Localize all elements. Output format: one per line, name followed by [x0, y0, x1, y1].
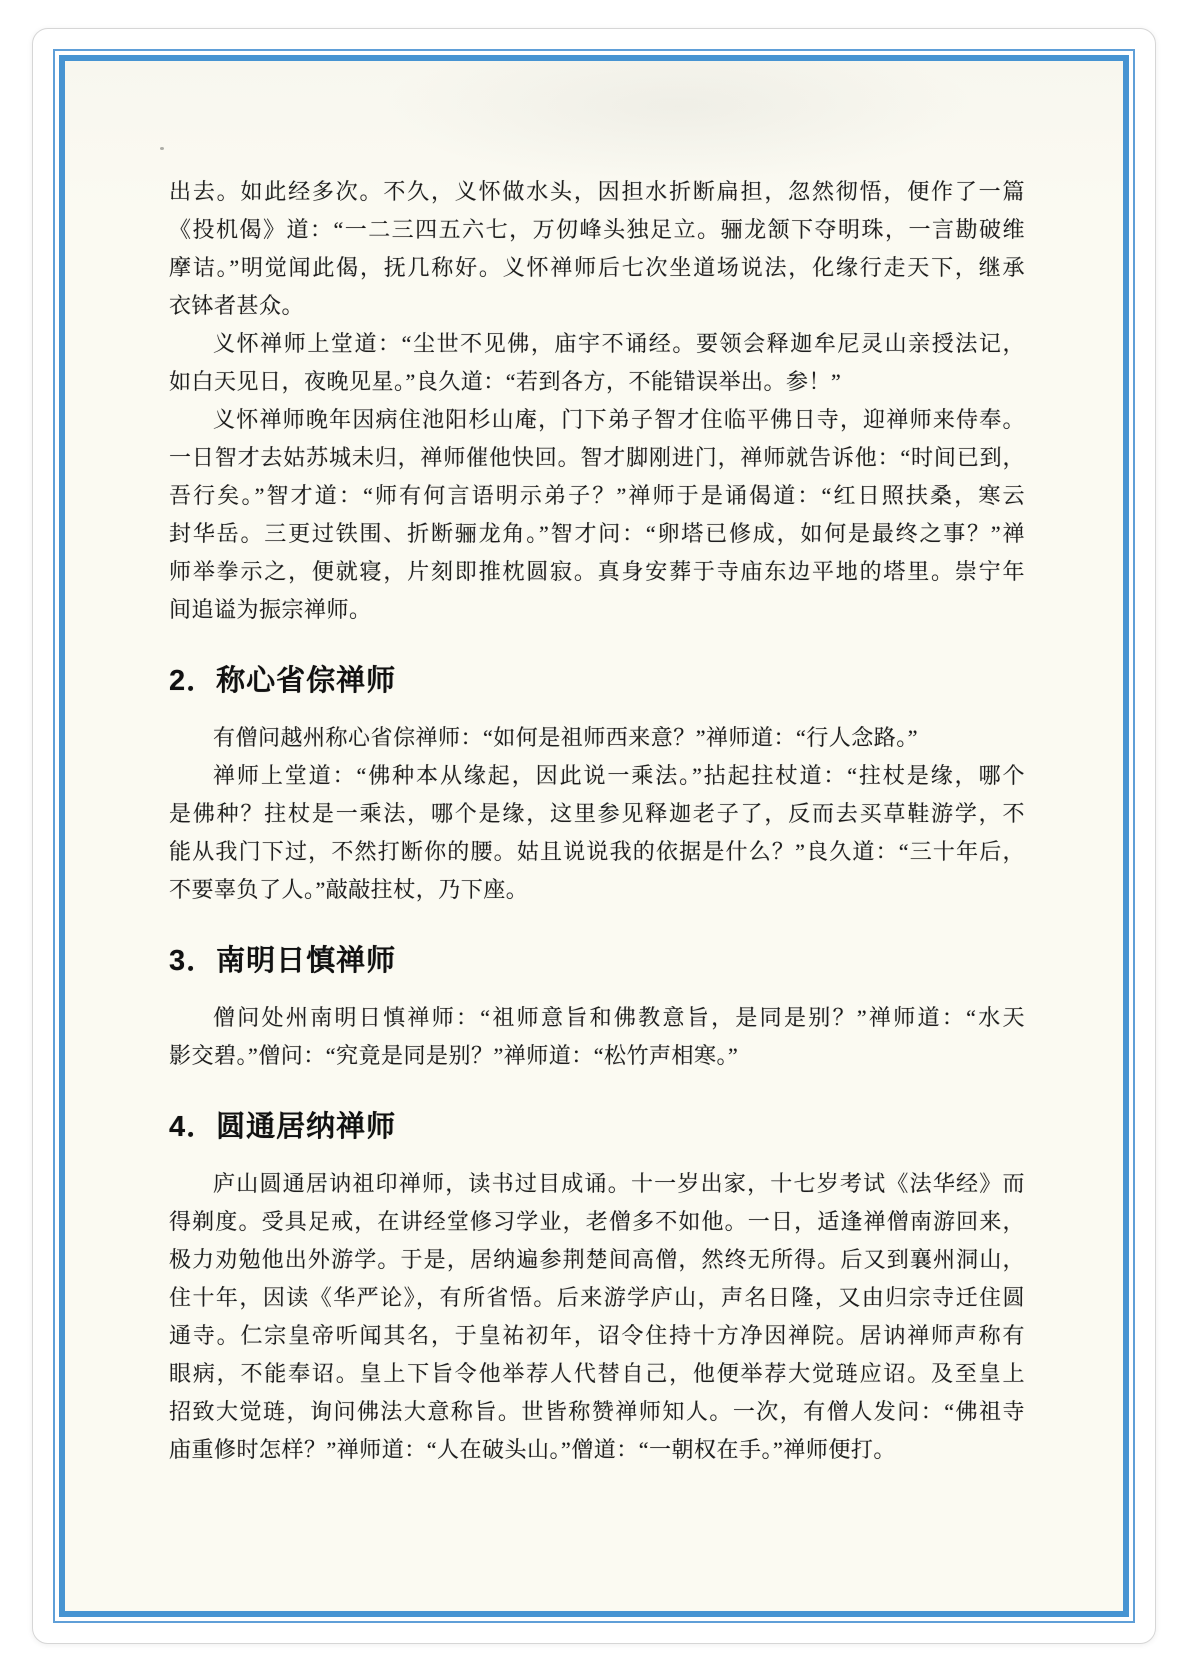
text-line: 一日智才去姑苏城未归，禅师催他快回。智才脚刚进门，禅师就告诉他：“时间已到， [169, 445, 1025, 470]
paragraph [169, 719, 1025, 757]
paragraph [169, 401, 1025, 629]
text-line: 招致大觉琏，询问佛法大意称旨。世皆称赞禅师知人。一次，有僧人发问：“佛祖寺 [169, 1399, 1025, 1424]
text-line: 影交碧。”僧问：“究竟是同是别？”禅师道：“松竹声相寒。” [169, 1043, 739, 1068]
text-line: 如白天见日，夜晚见星。”良久道：“若到各方，不能错误举出。参！” [169, 369, 842, 394]
paragraph [169, 173, 1025, 325]
paragraph [169, 999, 1025, 1075]
text-content [169, 173, 1025, 1469]
paragraph [169, 1165, 1025, 1469]
text-line: 通寺。仁宗皇帝听闻其名，于皇祐初年，诏令住持十方净因禅院。居讷禅师声称有 [169, 1323, 1025, 1348]
text-line: 间追谥为振宗禅师。 [169, 597, 372, 622]
section [169, 1107, 1025, 1469]
text-line: 不要辜负了人。”敲敲拄杖，乃下座。 [169, 877, 529, 902]
text-line: 眼病，不能奉诏。皇上下旨令他举荐人代替自己，他便举荐大觉琏应诏。及至皇上 [169, 1361, 1025, 1386]
text-line: 是佛种？拄杖是一乘法，哪个是缘，这里参见释迦老子了，反而去买草鞋游学，不 [169, 801, 1025, 826]
section [169, 941, 1025, 1075]
paragraph [169, 757, 1025, 909]
page-card [32, 28, 1156, 1644]
text-line: 封华岳。三更过铁围、折断骊龙角。”智才问：“卵塔已修成，如何是最终之事？”禅 [169, 521, 1025, 546]
text-line: 义怀禅师上堂道：“尘世不见佛，庙宇不诵经。要领会释迦牟尼灵山亲授法记， [213, 331, 1025, 356]
text-line: 摩诘。”明觉闻此偈，抚几称好。义怀禅师后七次坐道场说法，化缘行走天下，继承 [169, 255, 1025, 280]
text-line: 义怀禅师晚年因病住池阳杉山庵，门下弟子智才住临平佛日寺，迎禅师来侍奉。 [213, 407, 1025, 432]
text-line: 衣钵者甚众。 [169, 293, 305, 318]
scan-speck [160, 147, 164, 150]
text-line: 《投机偈》道：“一二三四五六七，万仞峰头独足立。骊龙颔下夺明珠，一言勘破维 [169, 217, 1025, 242]
section [169, 173, 1025, 629]
text-line: 有僧问越州称心省倧禅师：“如何是祖师西来意？”禅师道：“行人念路。” [213, 725, 919, 750]
text-line: 庙重修时怎样？”禅师道：“人在破头山。”僧道：“一朝权在手。”禅师便打。 [169, 1437, 896, 1462]
text-line: 极力劝勉他出外游学。于是，居纳遍参荆楚间高僧，然终无所得。后又到襄州洞山， [169, 1247, 1025, 1272]
text-line: 能从我门下过，不然打断你的腰。姑且说说我的依据是什么？”良久道：“三十年后， [169, 839, 1025, 864]
text-line: 禅师上堂道：“佛种本从缘起，因此说一乘法。”拈起拄杖道：“拄杖是缘，哪个 [213, 763, 1025, 788]
text-line: 住十年，因读《华严论》，有所省悟。后来游学庐山，声名日隆，又由归宗寺迁住圆 [169, 1285, 1025, 1310]
paper [65, 61, 1123, 1611]
section [169, 661, 1025, 909]
section-heading: 2．称心省倧禅师 [169, 665, 397, 697]
paragraph [169, 325, 1025, 401]
text-line: 僧问处州南明日慎禅师：“祖师意旨和佛教意旨，是同是别？”禅师道：“水天 [213, 1005, 1025, 1030]
text-line: 庐山圆通居讷祖印禅师，读书过目成诵。十一岁出家，十七岁考试《法华经》而 [213, 1171, 1025, 1196]
text-line: 吾行矣。”智才道：“师有何言语明示弟子？”禅师于是诵偈道：“红日照扶桑，寒云 [169, 483, 1025, 508]
text-line: 师举拳示之，便就寝，片刻即推枕圆寂。真身安葬于寺庙东边平地的塔里。崇宁年 [169, 559, 1025, 584]
text-line: 出去。如此经多次。不久，义怀做水头，因担水折断扁担，忽然彻悟，便作了一篇 [169, 179, 1025, 204]
text-line: 得剃度。受具足戒，在讲经堂修习学业，老僧多不如他。一日，适逢禅僧南游回来， [169, 1209, 1025, 1234]
section-heading: 3．南明日慎禅师 [169, 945, 397, 977]
inner-blue-frame [59, 55, 1129, 1617]
section-heading: 4．圆通居纳禅师 [169, 1111, 397, 1143]
outer-blue-frame [53, 49, 1135, 1623]
